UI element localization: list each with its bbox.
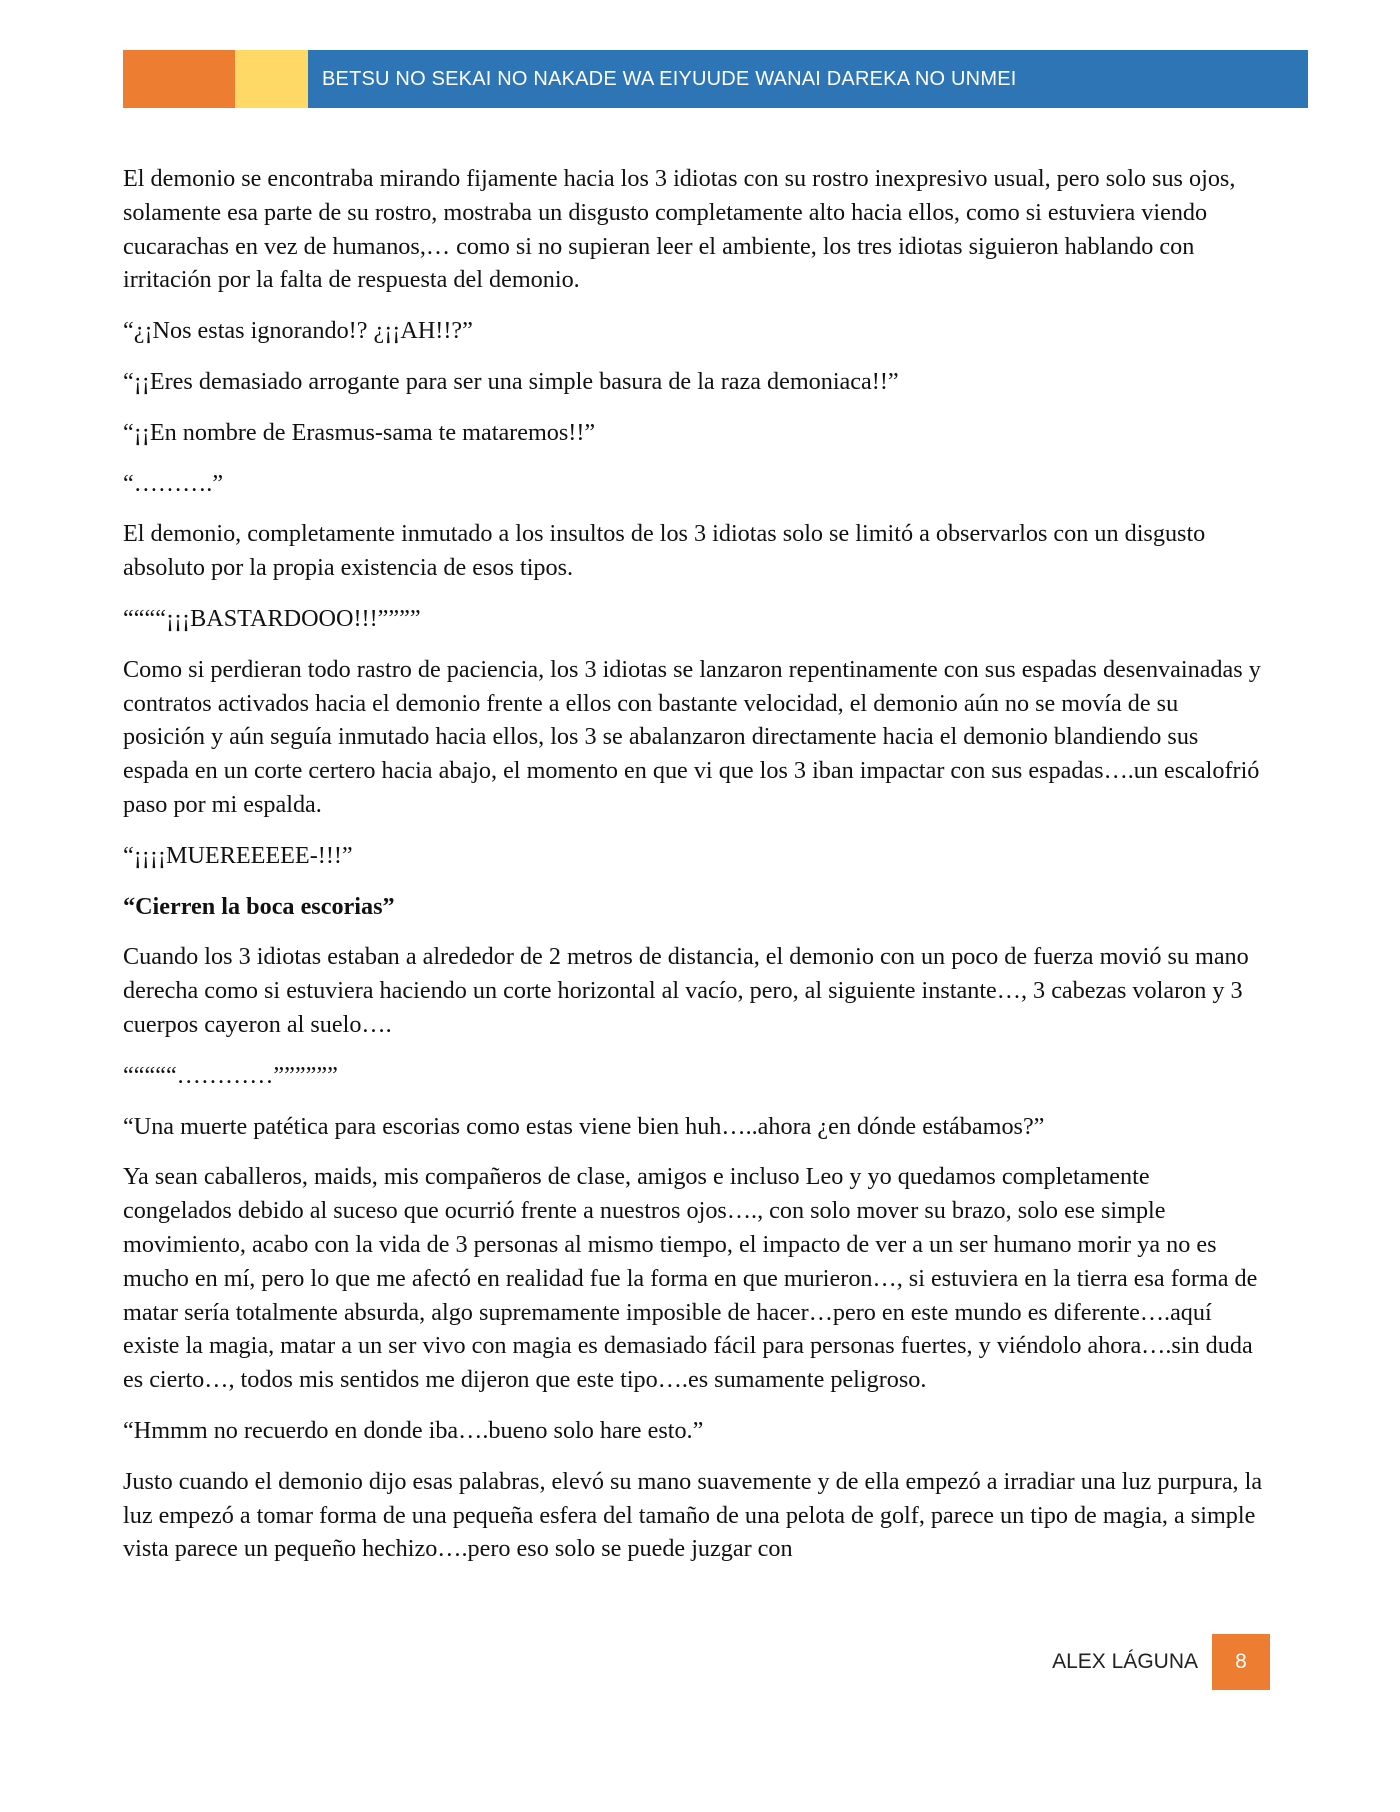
paragraph-5: “……….” [123, 469, 224, 497]
paragraph-14: Ya sean caballeros, maids, mis compañeros de clase, amigos e incluso Leo y yo quedamos completamente congelados debido al suceso que ocurrió frente a nuestros ojos…., con solo mover su brazo, solo ese simple movimiento, acabo con la vida de 3 personas al mismo tiempo, el impacto de ver a un ser humano morir ya no es mucho en mí, pero lo que me afectó en realidad fue la forma en que murieron…, si estuviera en la tierra esa forma de matar sería totalmente absurda, algo supremamente imposible de hacer…pero en este mundo es diferente….aquí existe la magia, matar a un ser vivo con magia es demasiado fácil para personas fuertes, y viéndolo ahora….sin duda es cierto…, todos mis sentidos me dijeron que este tipo….es sumamente peligroso. [123, 1163, 1258, 1394]
header-bar [123, 50, 1308, 108]
paragraph-15: “Hmmm no recuerdo en donde iba….bueno solo hare esto.” [123, 1416, 704, 1444]
paragraph-8: Como si perdieran todo rastro de paciencia, los 3 idiotas se lanzaron repentinamente con sus espadas desenvainadas y contratos activados hacia el demonio frente a ellos con bastante velocidad, el demonio aún no se movía de su posición y aún seguía inmutado hacia ellos, los 3 se abalanzaron directamente hacia el demonio blandiendo sus espada en un corte certero hacia abajo, el momento en que vi que los 3 iban impactar con sus espadas….un escalofrió paso por mi espalda. [123, 655, 1261, 818]
header-orange-block [123, 50, 235, 108]
paragraph-9: “¡¡¡¡MUEREEEEE-!!!” [123, 841, 353, 869]
paragraph-16: Justo cuando el demonio dijo esas palabras, elevó su mano suavemente y de ella empezó a irradiar una luz purpura, la luz empezó a tomar forma de una pequeña esfera del tamaño de una pelota de golf, parece un tipo de magia, a simple vista parece un pequeño hechizo….pero eso solo se puede juzgar con [123, 1467, 1263, 1563]
paragraph-12: “““““…………”””””” [123, 1061, 338, 1089]
header-yellow-block [235, 50, 308, 108]
footer-author: ALEX LÁGUNA [1052, 1650, 1198, 1673]
paragraph-3: “¡¡Eres demasiado arrogante para ser una simple basura de la raza demoniaca!!” [123, 367, 899, 395]
paragraph-11: Cuando los 3 idiotas estaban a alrededor de 2 metros de distancia, el demonio con un poco de fuerza movió su mano derecha como si estuviera haciendo un corte horizontal al vacío, pero, al siguiente instante…, 3 cabezas volaron y 3 cuerpos cayeron al suelo…. [123, 943, 1249, 1038]
page-number-box [1212, 1634, 1270, 1690]
header-title: BETSU NO SEKAI NO NAKADE WA EIYUUDE WANAI DAREKA NO UNMEI [308, 50, 1308, 108]
paragraph-10: “Cierren la boca escorias” [123, 892, 395, 920]
page-number: 8 [1235, 1650, 1247, 1673]
paragraph-1: El demonio se encontraba mirando fijamente hacia los 3 idiotas con su rostro inexpresivo usual, pero solo sus ojos, solamente esa parte de su rostro, mostraba un disgusto completamente alto hacia ellos, como si estuviera viendo cucarachas en vez de humanos,… como si no supieran leer el ambiente, los tres idiotas siguieron hablando con irritación por la falta de respuesta del demonio. [123, 165, 1236, 294]
paragraph-2: “¿¡Nos estas ignorando!? ¿¡¡AH!!?” [123, 317, 473, 345]
document-body [123, 162, 1263, 1583]
paragraph-4: “¡¡En nombre de Erasmus-sama te mataremos!!” [123, 418, 596, 446]
paragraph-13: “Una muerte patética para escorias como estas viene bien huh…..ahora ¿en dónde estábamos?” [123, 1112, 1045, 1140]
page-footer [1052, 1634, 1270, 1690]
paragraph-7: ““““¡¡¡BASTARDOOO!!!”””” [123, 604, 421, 632]
paragraph-6: El demonio, completamente inmutado a los insultos de los 3 idiotas solo se limitó a observarlos con un disgusto absoluto por la propia existencia de esos tipos. [123, 520, 1206, 582]
